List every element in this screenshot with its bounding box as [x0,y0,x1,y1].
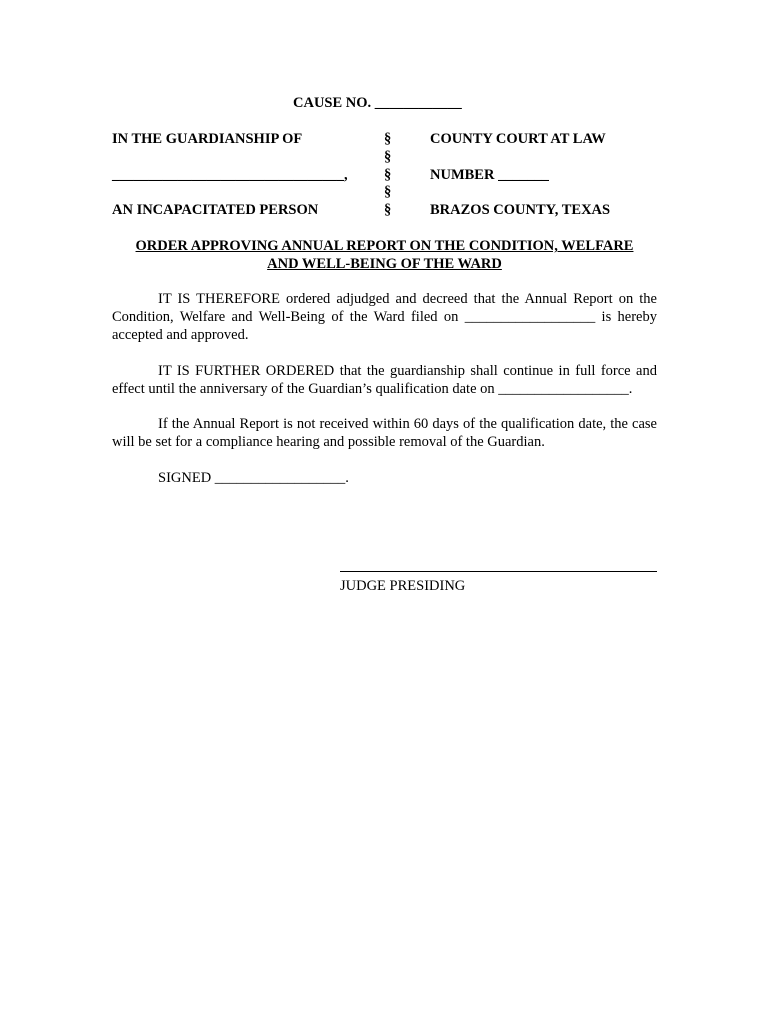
paragraph-approval: IT IS THEREFORE ordered adjudged and decreed that the Annual Report on the Condition, Welfare and Well-Being of the Ward filed on __________________ is hereby accepted and approved. [112,291,657,343]
caption-county-state: BRAZOS COUNTY, TEXAS [430,202,611,218]
order-title-line-1: ORDER APPROVING ANNUAL REPORT ON THE CONDITION, WELFARE [135,238,634,254]
judge-signature-line [340,571,657,572]
section-symbol: § [384,184,392,200]
paragraph-compliance: If the Annual Report is not received within 60 days of the qualification date, the case will be set for a compliance hearing and possible removal of the Guardian. [112,416,657,450]
cause-number: CAUSE NO. ____________ [293,95,462,111]
caption-name-blank: ________________________________, [112,167,348,183]
caption-incapacitated-person: AN INCAPACITATED PERSON [112,202,319,218]
section-symbol: § [384,149,392,165]
paragraph-continuation: IT IS FURTHER ORDERED that the guardianship shall continue in full force and effect until the anniversary of the Guardian’s qualification date on __________________. [112,363,657,397]
section-symbol: § [384,131,392,147]
caption-county-court: COUNTY COURT AT LAW [430,131,606,147]
section-symbol: § [384,202,392,218]
signed-date-line: SIGNED __________________. [158,470,349,486]
judge-presiding-label: JUDGE PRESIDING [340,578,466,594]
caption-court-number: NUMBER _______ [430,167,549,183]
order-title-line-2: AND WELL-BEING OF THE WARD [267,256,502,272]
caption-guardianship-of: IN THE GUARDIANSHIP OF [112,131,303,147]
section-symbol: § [384,167,392,183]
